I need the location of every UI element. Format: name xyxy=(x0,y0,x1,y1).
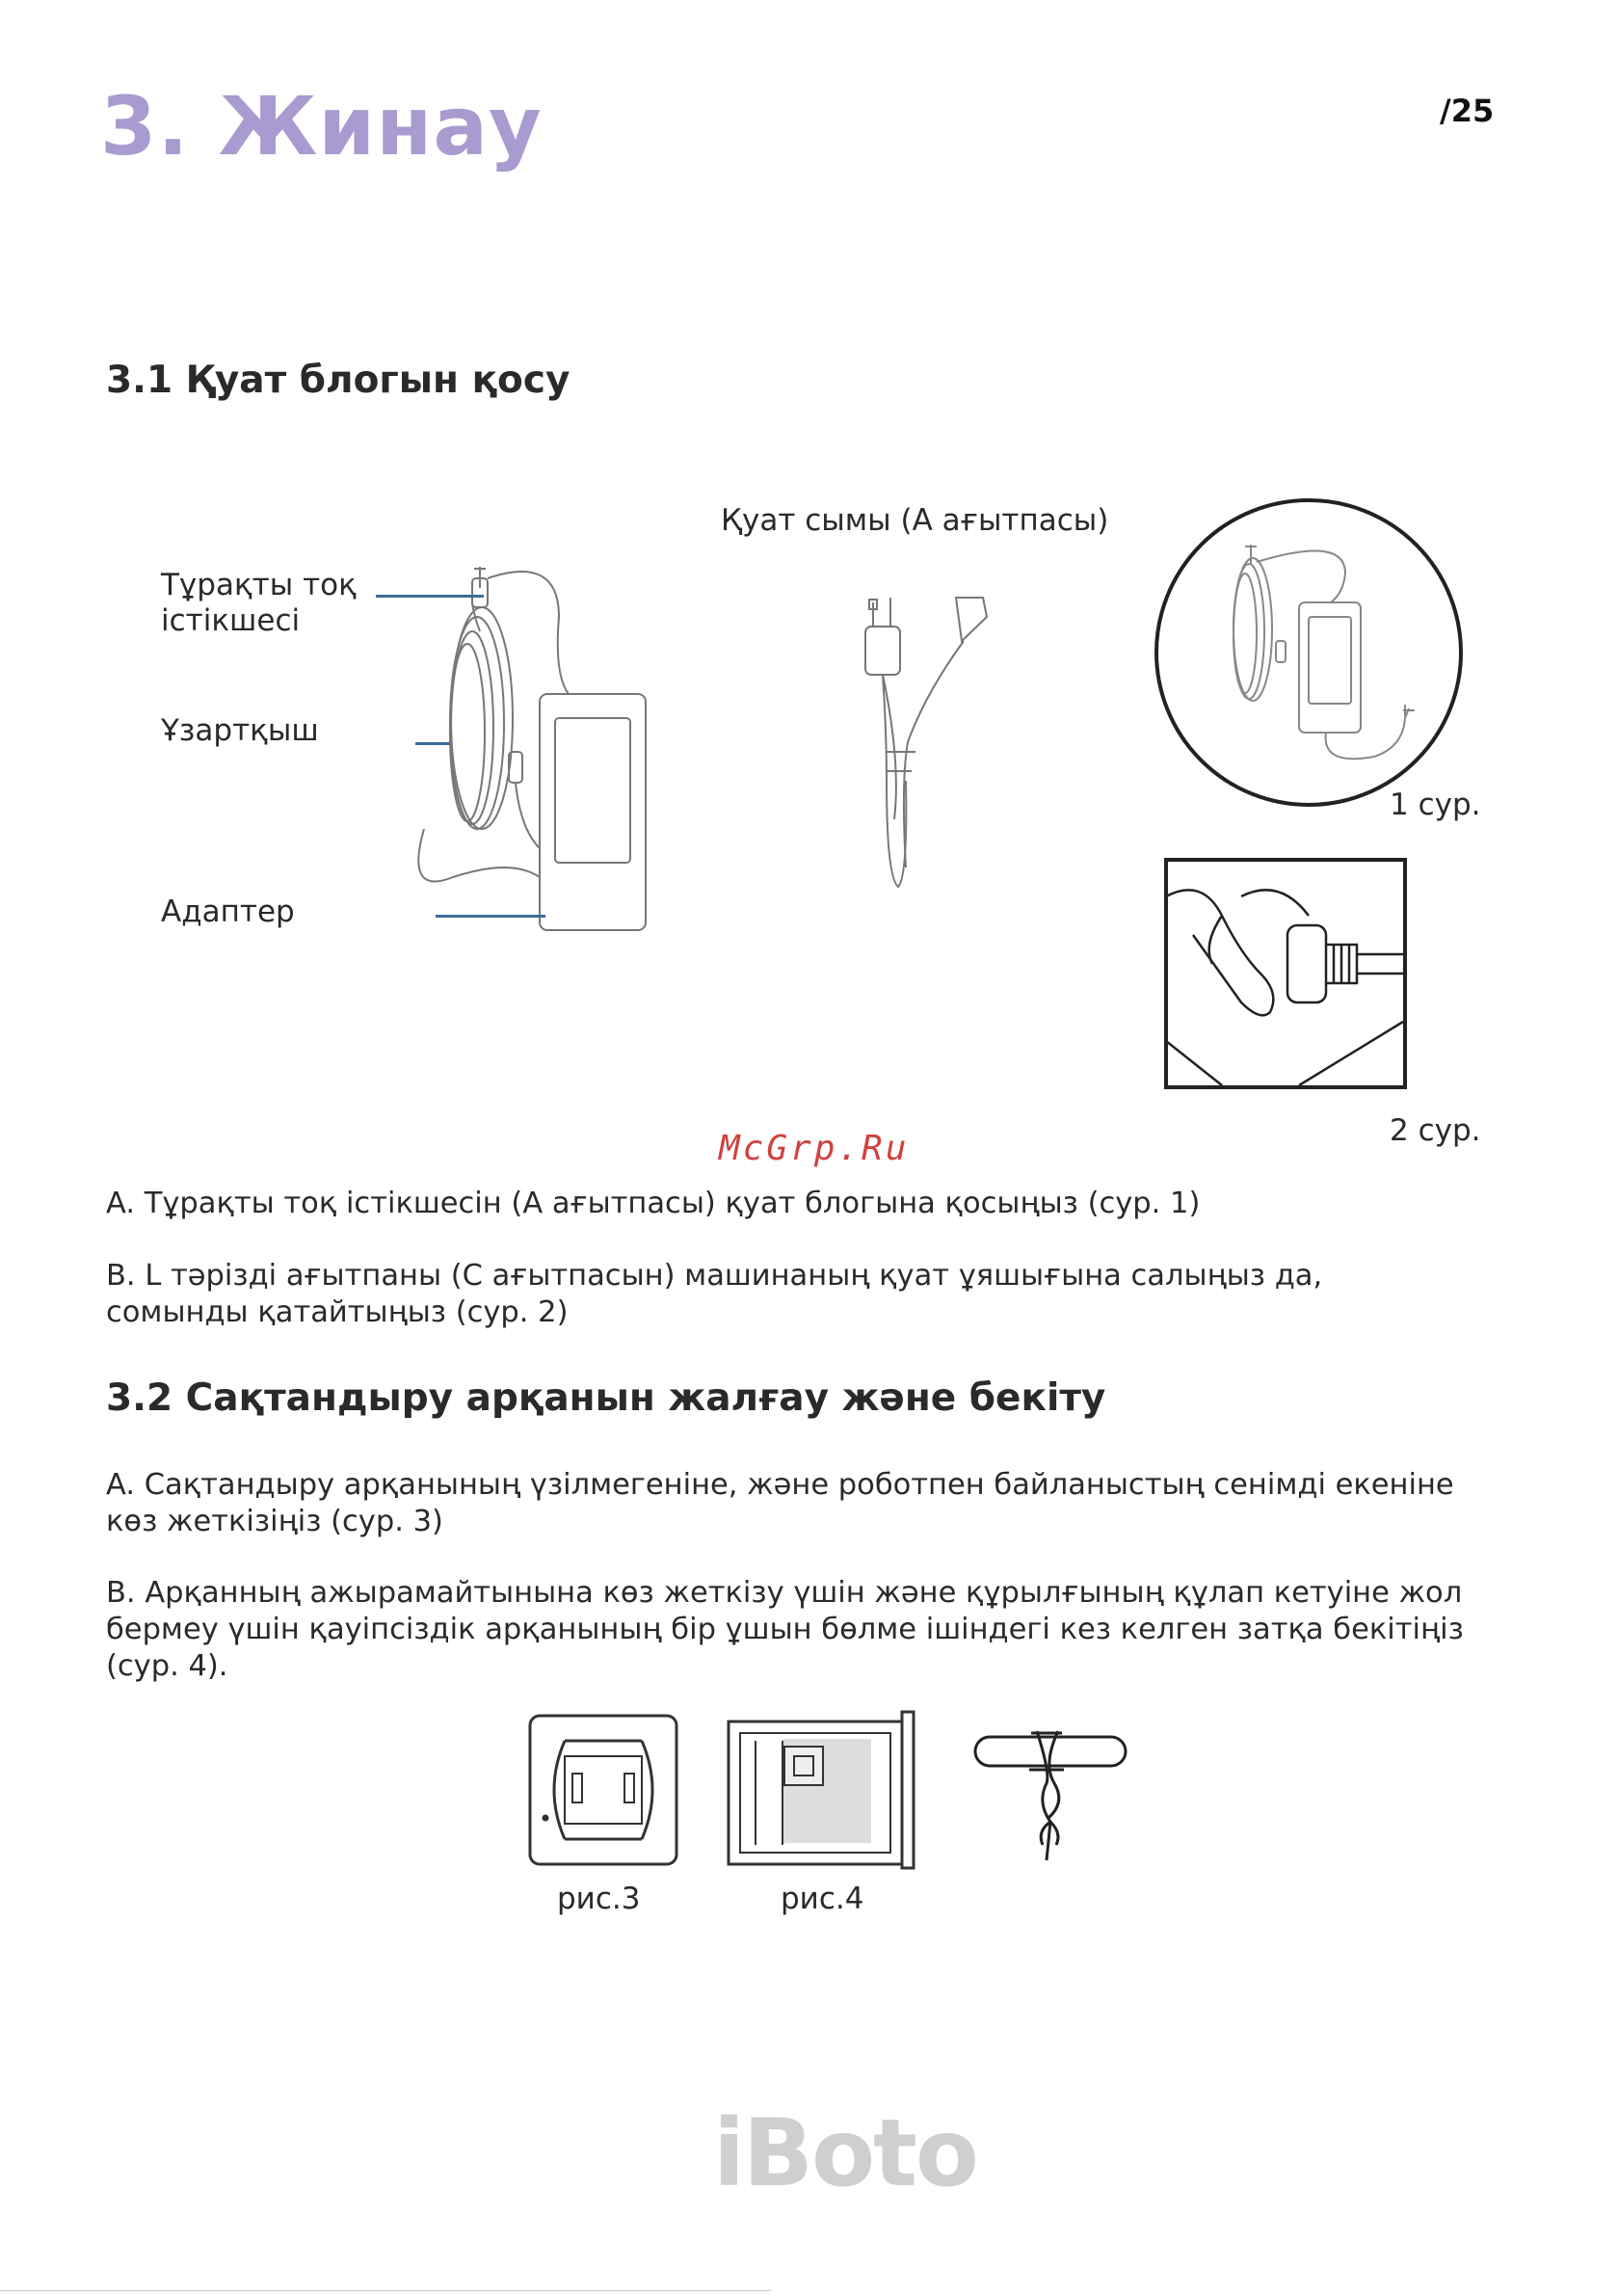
leader-line-dc-plug xyxy=(376,595,484,598)
adapter-illustration xyxy=(366,559,655,935)
label-power-cord: Қуат сымы (А ағытпасы) xyxy=(721,503,1109,538)
brand-logo: iBoto xyxy=(713,2099,977,2207)
step-a-3-1: A. Тұрақты тоқ істікшесін (А ағытпасы) қуат блогына қосыңыз (сур. 1) xyxy=(106,1187,1201,1220)
leader-line-adapter xyxy=(436,915,545,918)
section-title-3-2: 3.2 Сақтандыру арқанын жалғау және бекіту xyxy=(106,1376,1106,1420)
knot-illustration xyxy=(969,1725,1133,1870)
power-cord-illustration xyxy=(848,588,1002,896)
section-title-3-1: 3.1 Қуат блогын қосу xyxy=(106,359,570,402)
fig4-window-illustration xyxy=(725,1710,917,1870)
chapter-title: 3. Жинау xyxy=(100,79,543,174)
label-dc-plug: Тұрақты тоқ істікшесі xyxy=(161,568,357,638)
label-adapter: Адаптер xyxy=(161,894,295,929)
fig1-illustration xyxy=(1153,496,1465,809)
leader-line-extension xyxy=(415,742,450,745)
step-b-3-1: B. L тәрізді ағытпаны (С ағытпасын) машинаның қуат ұяшығына салыңыз да, сомынды қатайтыңыз (сур. 2) xyxy=(106,1259,1323,1329)
step-b-3-2: B. Арқанның ажырамайтынына көз жеткізу үшін және құрылғының құлап кетуіне жол бермеу үшін қауіпсіздік арқанының бір ұшын бөлме ішіндегі кез келген затқа бекітіңіз (сур. 4). xyxy=(106,1576,1464,1683)
label-fig2: 2 сур. xyxy=(1390,1113,1481,1148)
label-fig3: рис.3 xyxy=(557,1882,641,1916)
watermark: McGrp.Ru xyxy=(719,1129,910,1168)
bottom-rule xyxy=(0,2290,771,2291)
fig3-robot-illustration xyxy=(526,1712,680,1868)
label-fig4: рис.4 xyxy=(781,1882,864,1916)
label-extension: Ұзартқыш xyxy=(161,713,319,748)
step-a-3-2: A. Сақтандыру арқанының үзілмегеніне, және роботпен байланыстың сенімді екеніне көз жеткізіңіз (сур. 3) xyxy=(106,1468,1454,1538)
page-number: /25 xyxy=(1440,93,1495,129)
label-fig1: 1 сур. xyxy=(1390,788,1481,822)
fig2-illustration xyxy=(1164,858,1407,1089)
